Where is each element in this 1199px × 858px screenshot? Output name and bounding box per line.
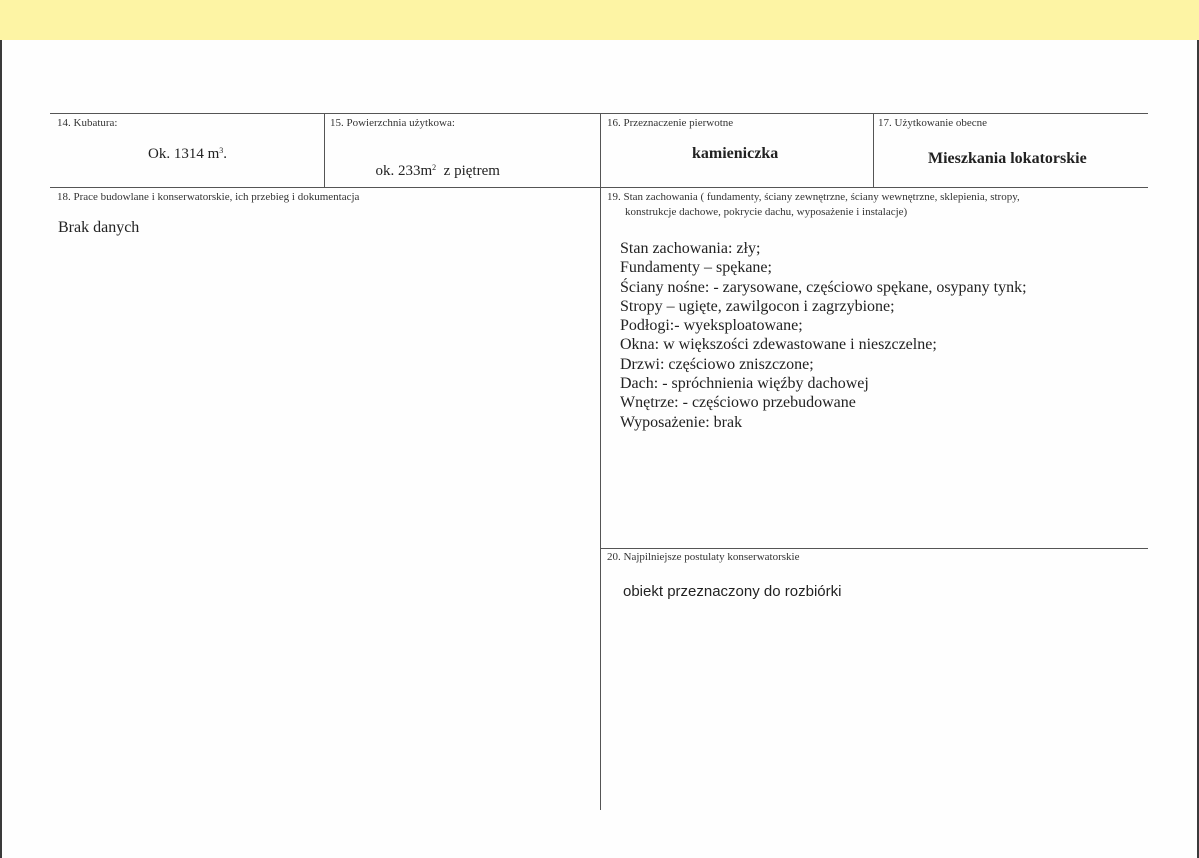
field-19-label-line2: konstrukcje dachowe, pokrycie dachu, wyposażenie i instalacje) <box>625 206 908 218</box>
field-14-value-text: Ok. 1314 m <box>148 146 220 162</box>
condition-line: Podłogi:- wyeksploatowane; <box>620 317 803 335</box>
row2-top-line <box>50 187 1148 188</box>
condition-line: Ściany nośne: - zarysowane, częściowo spękane, osypany tynk; <box>620 278 1027 296</box>
field-15-value-text: ok. 233m <box>375 163 433 179</box>
field-19-label-line1: 19. Stan zachowania ( fundamenty, ściany zewnętrzne, ściany wewnętrzne, sklepienia, stropy, <box>607 191 1020 203</box>
condition-line: Wnętrze: - częściowo przebudowane <box>620 394 856 412</box>
field-14-value-suffix: . <box>223 146 227 162</box>
section20-top-line <box>600 548 1148 549</box>
field-15-value <box>368 146 500 180</box>
field-17-value: Mieszkania lokatorskie <box>928 150 1087 167</box>
field-15-value-sup: 2 <box>432 163 437 172</box>
condition-line: Fundamenty – spękane; <box>620 259 772 277</box>
field-14-value-sup: 3 <box>219 146 224 155</box>
condition-line: Stan zachowania: zły; <box>620 240 761 257</box>
field-16-label: 16. Przeznaczenie pierwotne <box>607 117 734 129</box>
col-divider-main <box>600 113 601 810</box>
col-divider-3 <box>873 113 874 187</box>
row1-top-line <box>50 113 1148 114</box>
field-20-value: obiekt przeznaczony do rozbiórki <box>623 583 842 600</box>
card-left-edge <box>0 40 2 858</box>
col-divider-1 <box>324 113 325 187</box>
condition-line: Okna: w większości zdewastowane i nieszczelne; <box>620 336 937 354</box>
field-14-label: 14. Kubatura: <box>57 117 118 129</box>
field-16-value: kamieniczka <box>692 145 779 162</box>
condition-line: Drzwi: częściowo zniszczone; <box>620 355 814 373</box>
field-18-label: 18. Prace budowlane i konserwatorskie, ich przebieg i dokumentacja <box>57 191 360 203</box>
condition-line: Dach: - spróchnienia więźby dachowej <box>620 375 869 393</box>
field-15-value-suffix: z piętrem <box>436 163 500 179</box>
field-19-condition-list <box>620 239 1027 432</box>
field-17-label: 17. Użytkowanie obecne <box>878 117 988 129</box>
field-20-label: 20. Najpilniejsze postulaty konserwatorskie <box>607 551 800 563</box>
top-color-band <box>0 0 1199 40</box>
field-15-label: 15. Powierzchnia użytkowa: <box>330 117 455 129</box>
condition-line: Stropy – ugięte, zawilgocon i zagrzybione; <box>620 297 895 315</box>
field-14-value <box>148 146 227 163</box>
field-18-value: Brak danych <box>58 219 140 236</box>
condition-line: Wyposażenie: brak <box>620 413 743 431</box>
